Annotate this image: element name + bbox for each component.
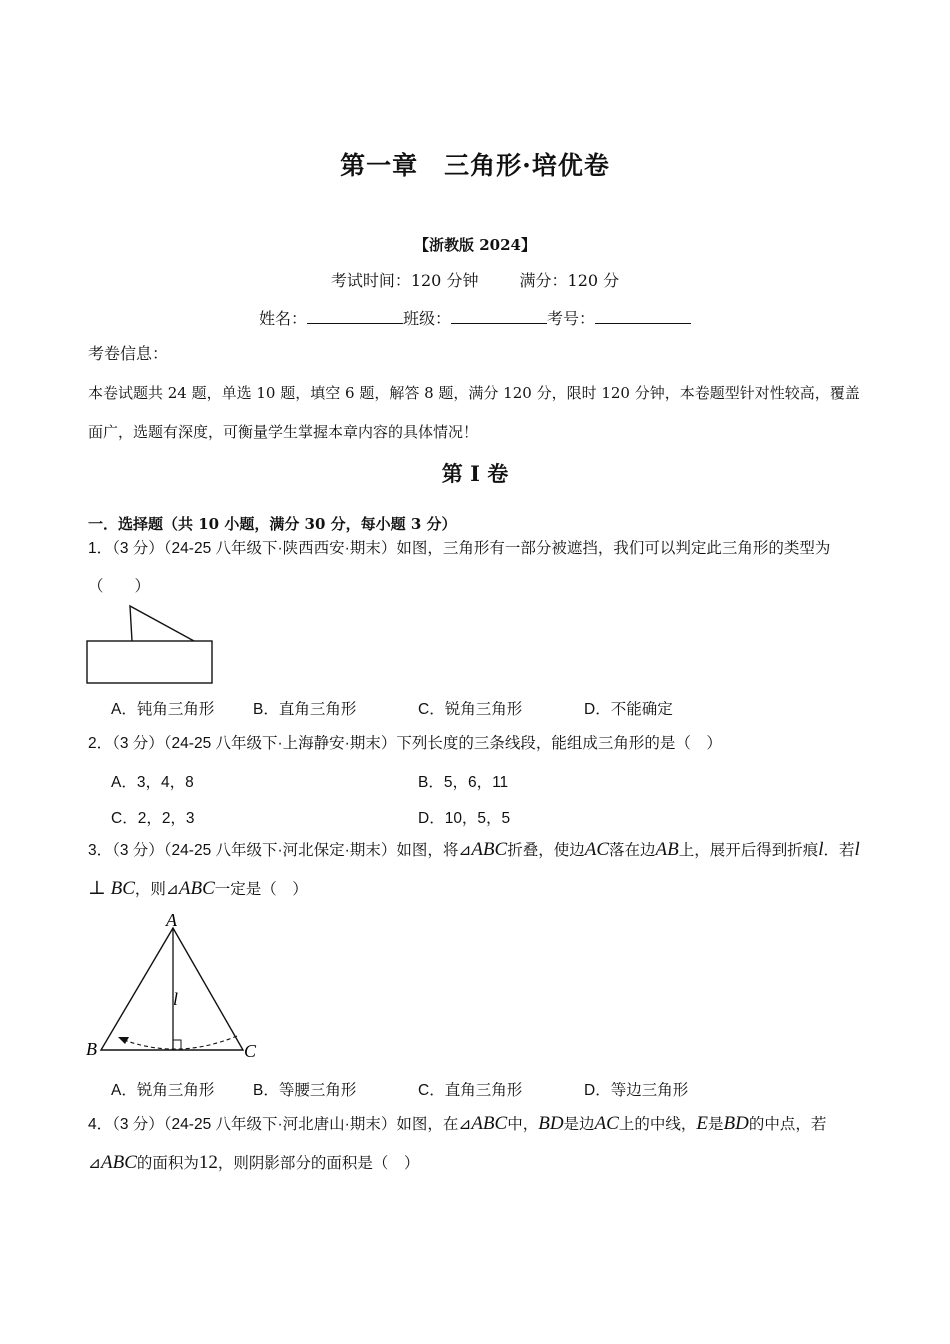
question-1-stem: 1．（3 分）（24-25 八年级下·陕西西安·期末）如图，三角形有一部分被遮挡，我们可以判定此三角形的类型为（ ） xyxy=(88,540,831,595)
q3-triangle xyxy=(101,928,243,1050)
q1-option-c: C．锐角三角形 xyxy=(418,701,523,718)
q1-option-a: A．钝角三角形 xyxy=(111,701,215,718)
info-body: 本卷试题共 24 题，单选 10 题，填空 6 题，解答 8 题，满分 120 分，限时 120 分钟，本卷题型针对性较高，覆盖面广，选题有深度，可衡量学生掌握本章内容的具体情况！ xyxy=(88,384,860,441)
q1-figure xyxy=(84,604,216,688)
q2-option-b: B．5，6，11 xyxy=(418,774,509,791)
name-label: 姓名： xyxy=(258,309,307,328)
q1-cover-rectangle xyxy=(87,641,212,683)
student-info-line xyxy=(0,306,950,329)
class-blank xyxy=(451,309,547,324)
q3-option-c: C．直角三角形 xyxy=(418,1082,523,1099)
question-4-stem: 4．（3 分）（24-25 八年级下·河北唐山·期末）如图，在⊿ABC中，BD是边AC上的中线，E是BD的中点，若⊿ABC的面积为12，则阴影部分的面积是（ ） xyxy=(88,1113,827,1173)
question-2-stem: 2．（3 分）（24-25 八年级下·上海静安·期末）下列长度的三条线段，能组成三角形的是（ ） xyxy=(88,735,722,752)
q2-option-a: A．3，4，8 xyxy=(111,774,194,791)
q3-label-l: l xyxy=(173,989,179,1009)
exam-no-blank xyxy=(595,309,691,324)
page-title: 第一章 三角形·培优卷 xyxy=(340,151,610,180)
q3-option-b: B．等腰三角形 xyxy=(253,1082,357,1099)
q1-option-d: D．不能确定 xyxy=(584,701,673,718)
q3-label-c: C xyxy=(244,1041,257,1061)
q3-label-a: A xyxy=(166,910,177,930)
q3-option-a: A．锐角三角形 xyxy=(111,1082,215,1099)
full-score: 满分：120 分 xyxy=(519,271,620,290)
question-3-stem: 3．（3 分）（24-25 八年级下·河北保定·期末）如图，将⊿ABC折叠，使边AC落在边AB上，展开后得到折痕l．若l ⊥ BC，则⊿ABC一定是（ ） xyxy=(88,839,860,899)
part-title: 一．选择题（共 10 小题，满分 30 分，每小题 3 分） xyxy=(88,515,457,533)
section-title: 第 Ⅰ 卷 xyxy=(441,461,509,486)
edition-label: 【浙教版 2024】 xyxy=(414,236,536,254)
exam-meta xyxy=(0,268,950,291)
q3-label-b: B xyxy=(86,1039,97,1059)
exam-time: 考试时间：120 分钟 xyxy=(330,271,479,290)
info-heading: 考卷信息： xyxy=(88,344,169,363)
name-blank xyxy=(307,309,403,324)
q3-figure xyxy=(84,910,264,1062)
q2-option-d: D．10，5，5 xyxy=(418,810,511,827)
q1-partial-triangle xyxy=(130,606,194,641)
q1-option-b: B．直角三角形 xyxy=(253,701,357,718)
exam-no-label: 考号： xyxy=(547,309,596,328)
q3-option-d: D．等边三角形 xyxy=(584,1082,689,1099)
q2-option-c: C．2，2，3 xyxy=(111,810,195,827)
class-label: 班级： xyxy=(402,309,451,328)
q3-arrow-head xyxy=(118,1037,129,1044)
